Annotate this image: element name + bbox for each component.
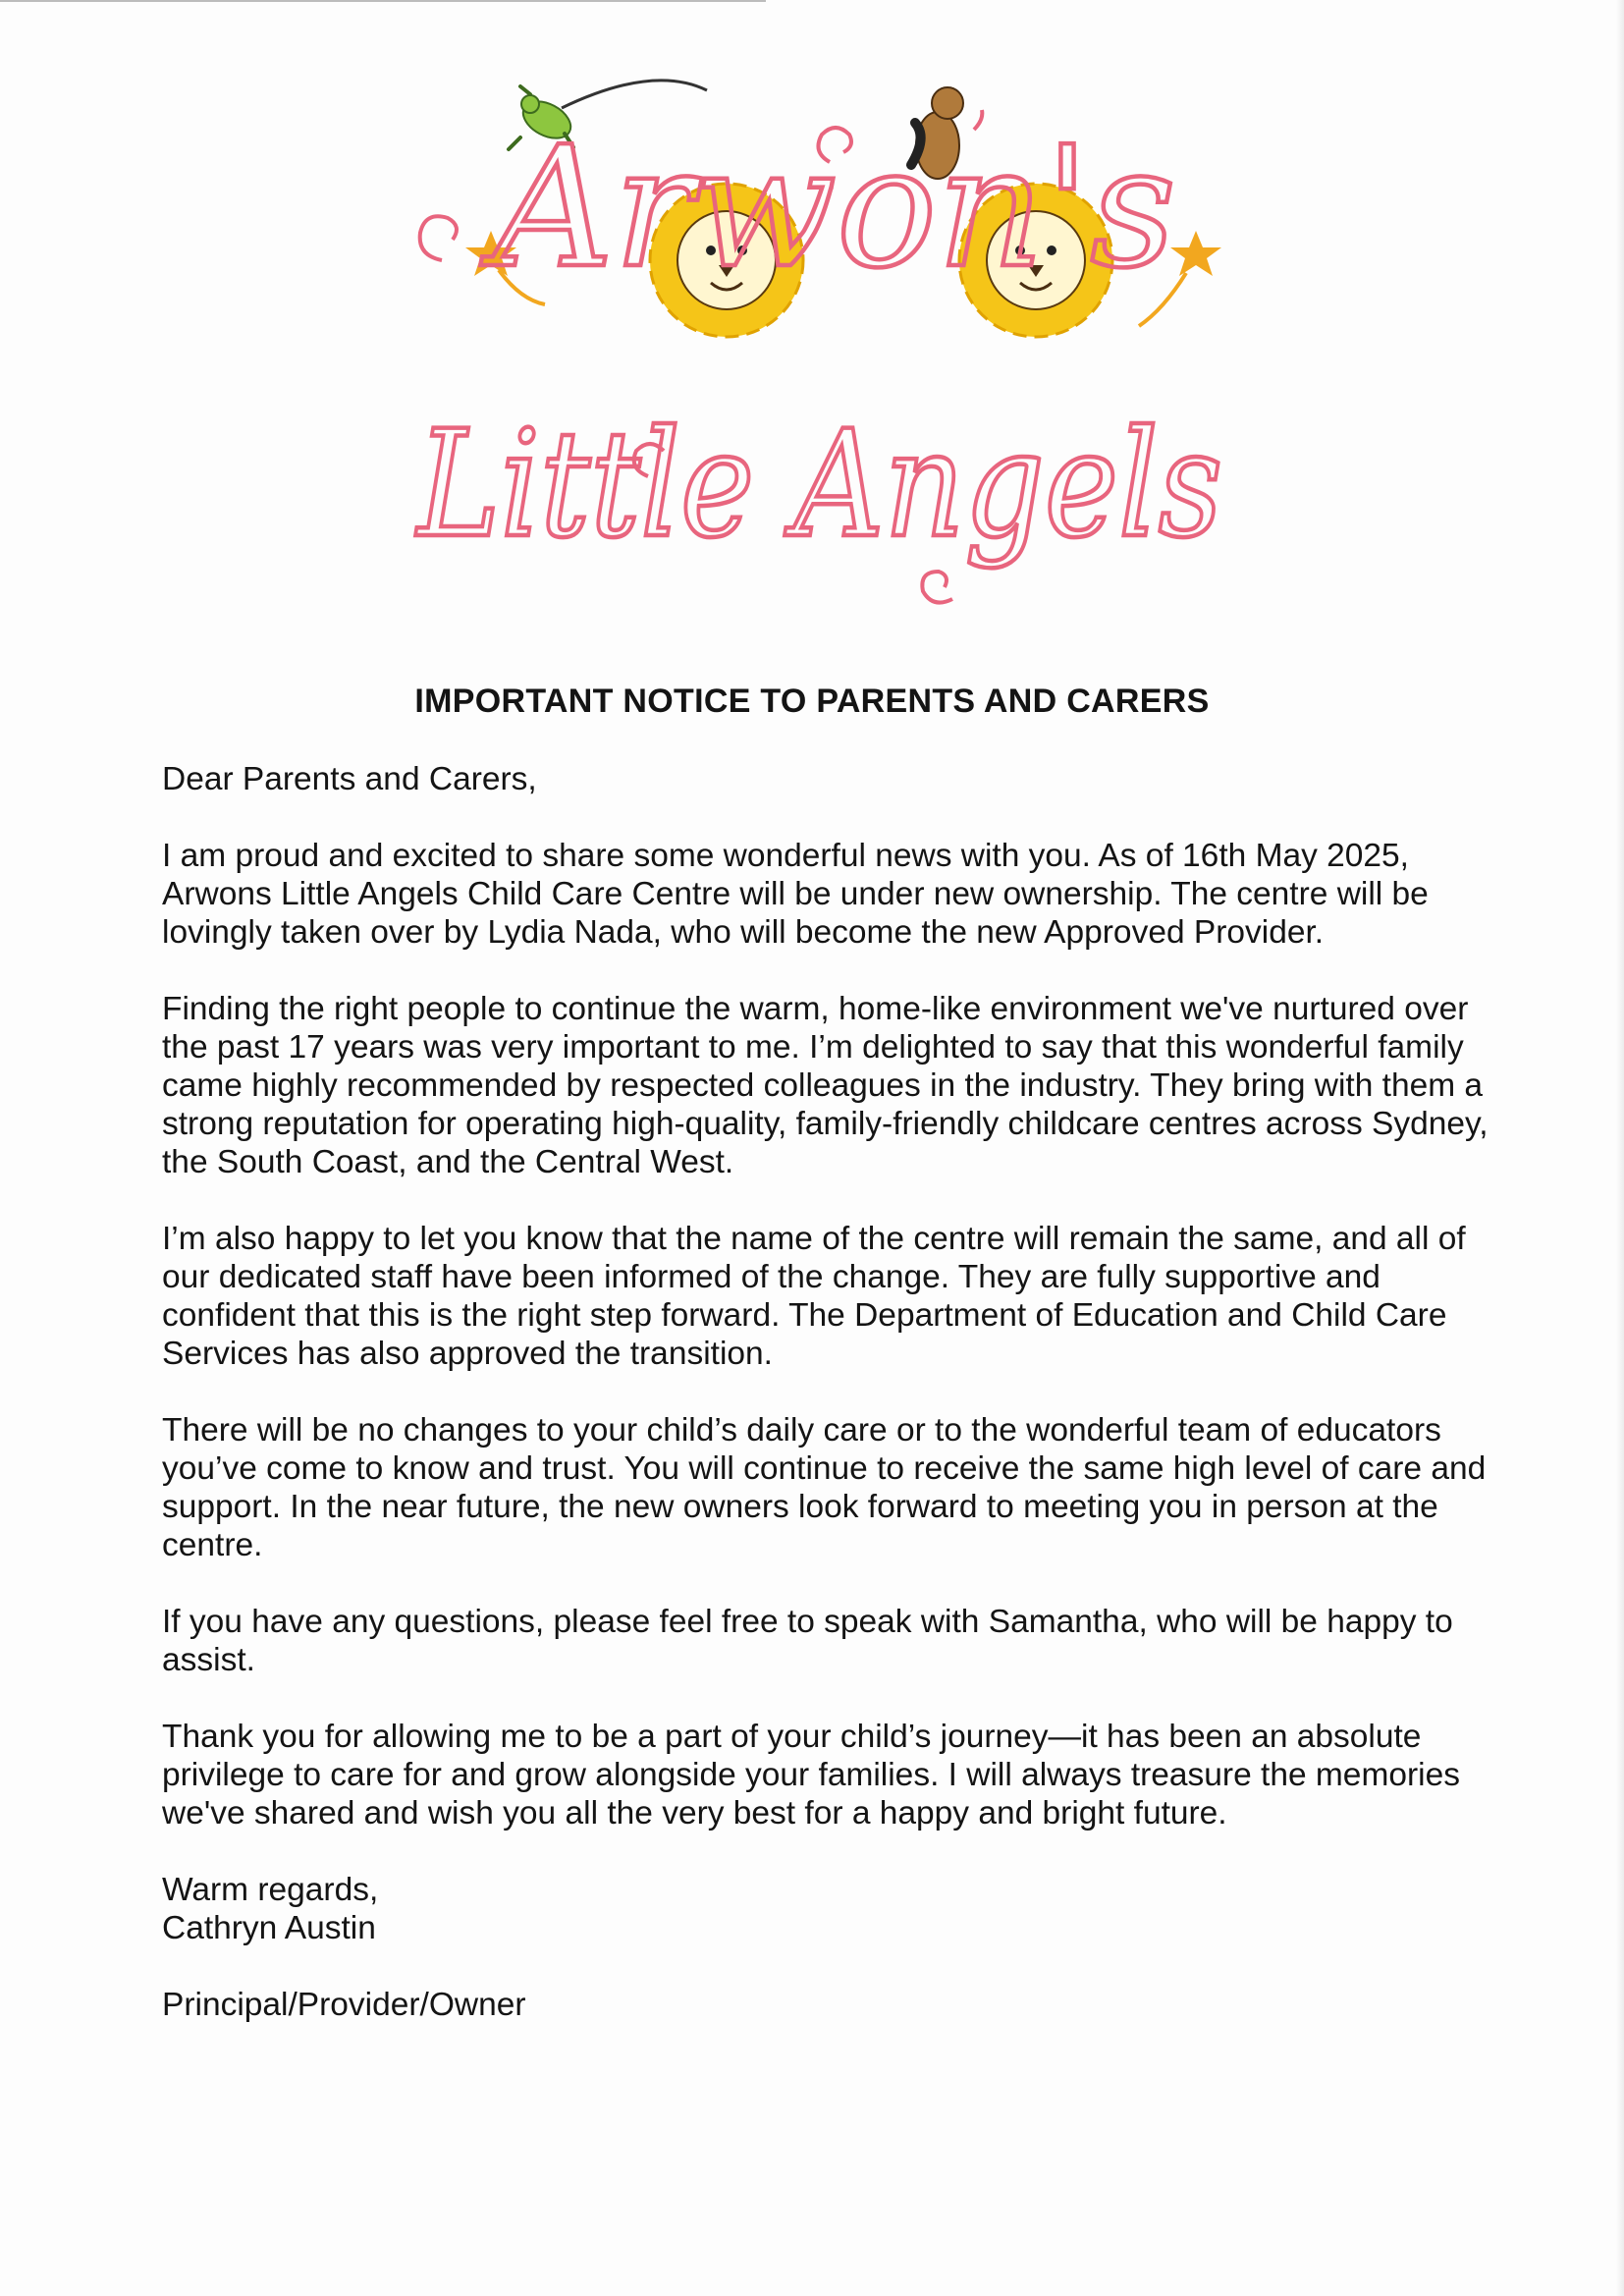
paragraph-new-owners: Finding the right people to continue the warm, home-like environment we've nurtured over the past 17 years was very important to me. I’m delighted to say that this wonderful family came highly recommended by respected colleagues in the industry. They bring with them a strong reputation for operating high-quality, family-friendly childcare centres across Sydney, the South Coast, and the Central West. (162, 991, 1489, 1180)
paragraph-ownership: I am proud and excited to share some wonderful news with you. As of 16th May 2025, Arwons Little Angels Child Care Centre will be under new ownership. The centre will be lovingly taken over by Lydia Nada, who will become the new Approved Provider. (162, 838, 1429, 951)
logo-line2: Little Angels (414, 400, 1223, 571)
paragraph-daily-care: There will be no changes to your child’s daily care or to the wonderful team of educators you’ve come to know and trust. You will continue to receive the same high level of care and support. In the near future, the new owners look forward to meeting you in person at the centre. (162, 1412, 1487, 1563)
paragraph-centre-name: I’m also happy to let you know that the name of the centre will remain the same, and all of our dedicated staff have been informed of the change. They are fully supportive and confident that this is the right step forward. The Department of Education and Child Care Services has also approved the transition. (162, 1221, 1466, 1372)
paragraph-thank-you: Thank you for allowing me to be a part of your child’s journey—it has been an absolute privilege to care for and grow alongside your families. I will always treasure the memories we've shared and wish you all the very best for a happy and bright future. (162, 1719, 1460, 1831)
paragraph-questions: If you have any questions, please feel free to speak with Samantha, who will be happy to assist. (162, 1604, 1453, 1678)
centre-logo (373, 69, 1257, 638)
closing: Warm regards, (162, 1872, 379, 1908)
logo-line1: Arwon's (493, 111, 1176, 305)
notice-title: IMPORTANT NOTICE TO PARENTS AND CARERS (414, 683, 1210, 720)
scan-right-edge (1616, 0, 1624, 2296)
signatory-role: Principal/Provider/Owner (162, 1987, 526, 2023)
salutation: Dear Parents and Carers, (162, 761, 537, 797)
letter-body (162, 760, 1497, 2062)
signatory-name: Cathryn Austin (162, 1910, 376, 1946)
scan-top-rule (0, 0, 766, 2)
